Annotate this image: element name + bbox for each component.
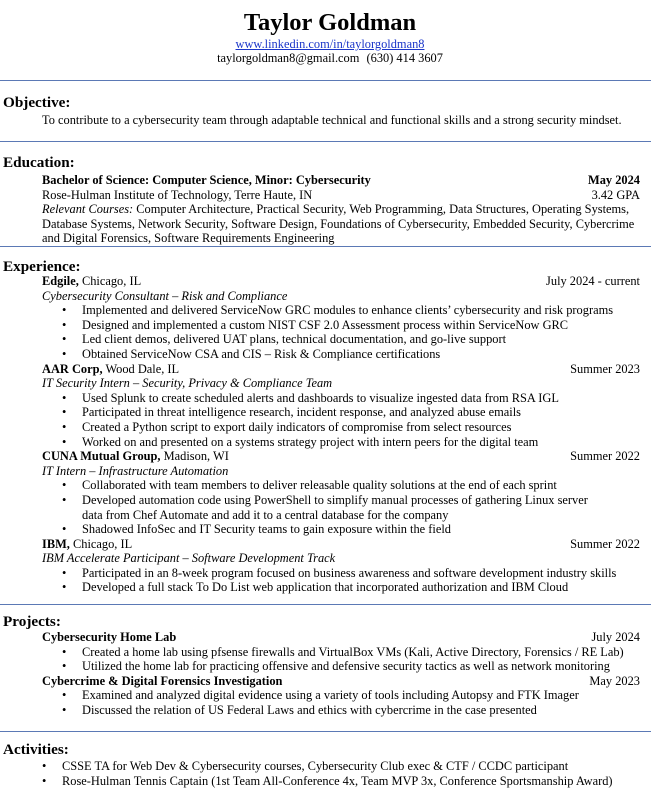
activity-bullet: • CSSE TA for Web Dev & Cybersecurity courses, Cybersecurity Club exec & CTF / CCDC participant	[22, 759, 652, 774]
job-entry	[42, 537, 640, 595]
linkedin-link[interactable]: www.linkedin.com/in/taylorgoldman8	[235, 37, 425, 51]
courses-label: Relevant Courses:	[42, 202, 134, 217]
job-date: Summer 2022	[570, 536, 640, 551]
project-bullets	[42, 645, 640, 674]
job-bullet: • Collaborated with team members to deliver releasable quality solutions at the end of each sprint	[42, 478, 640, 493]
section-divider	[0, 604, 651, 605]
job-bullets	[42, 478, 640, 536]
job-bullet: • Developed a full stack To Do List web application that incorporated authorization and IBM Cloud	[42, 580, 640, 595]
project-name: Cybercrime & Digital Forensics Investigation	[42, 673, 283, 688]
project-entry	[42, 630, 640, 674]
job-role: Cybersecurity Consultant – Risk and Compliance	[42, 288, 288, 303]
job-bullet: • Worked on and presented on a systems strategy project with intern peers for the digital team	[42, 435, 640, 450]
job-bullet: • Used Splunk to create scheduled alerts and dashboards to visualize ingested data from RSA IGL	[42, 391, 640, 406]
project-bullet: • Examined and analyzed digital evidence using a variety of tools including Autopsy and FTK Imager	[42, 688, 640, 703]
job-entry	[42, 274, 640, 362]
project-date: July 2024	[591, 630, 640, 644]
job-bullet: • Participated in threat intelligence research, incident response, and analyzed abuse emails	[42, 405, 640, 420]
experience-heading: Experience:	[3, 258, 81, 275]
job-date: July 2024 - current	[546, 274, 640, 288]
project-name: Cybersecurity Home Lab	[42, 630, 177, 644]
activities-block	[22, 759, 652, 788]
company-name: IBM,	[42, 536, 70, 551]
job-bullets	[42, 566, 640, 595]
section-divider	[0, 246, 651, 247]
company-location: Madison, WI	[163, 449, 229, 464]
courses-list: Computer Architecture, Practical Security, Web Programming, Data Structures, Operating Systems, Database Systems, Network Security, Software Design, Foundations of Cybersecurity, Embedded Security, Cybercrime and Digital Forensics, Software Requirements Engineering	[42, 202, 635, 246]
graduation-date: May 2024	[588, 173, 640, 187]
company-name: CUNA Mutual Group,	[42, 449, 161, 464]
objective-heading: Objective:	[3, 94, 71, 111]
projects-heading: Projects:	[3, 613, 61, 630]
section-divider	[0, 80, 651, 81]
job-bullet: • Created a Python script to export daily indicators of compromise from select resources	[42, 420, 640, 435]
job-bullets	[42, 303, 640, 361]
courses-text	[42, 202, 640, 246]
objective-text: To contribute to a cybersecurity team through adaptable technical and functional skills and a strong security mindset.	[42, 113, 622, 127]
school-text: Rose-Hulman Institute of Technology, Terre Haute, IN	[42, 187, 313, 202]
job-date: Summer 2022	[570, 449, 640, 464]
company-location: Chicago, IL	[73, 536, 133, 551]
education-heading: Education:	[3, 154, 75, 171]
contact-line	[0, 51, 660, 66]
project-bullet: • Utilized the home lab for practicing offensive and defensive security tactics as well as network monitoring	[42, 659, 640, 674]
job-bullet: • Led client demos, delivered UAT plans, technical documentation, and go-live support	[42, 332, 640, 347]
activity-bullets	[22, 759, 652, 788]
job-entry	[42, 449, 640, 537]
job-bullet: • Implemented and delivered ServiceNow GRC modules to enhance clients’ cybersecurity and risk programs	[42, 303, 640, 318]
job-role: IT Security Intern – Security, Privacy & Compliance Team	[42, 376, 333, 391]
job-bullet: • Developed automation code using PowerShell to simplify manual processes of gathering Linux server data from Chef Automate and add it to a central database for the company	[42, 493, 640, 522]
project-date: May 2023	[589, 673, 640, 688]
email-text: taylorgoldman8@gmail.com	[217, 51, 360, 65]
phone-text: (630) 414 3607	[366, 51, 443, 65]
degree-text: Bachelor of Science: Computer Science, Minor: Cybersecurity	[42, 173, 371, 187]
company-name: Edgile,	[42, 274, 79, 288]
job-bullet: • Obtained ServiceNow CSA and CIS – Risk & Compliance certifications	[42, 347, 640, 362]
project-bullets	[42, 688, 640, 717]
job-bullet: • Participated in an 8-week program focused on business awareness and software development industry skills	[42, 566, 640, 581]
job-bullet: • Shadowed InfoSec and IT Security teams to gain exposure within the field	[42, 522, 640, 537]
job-date: Summer 2023	[570, 361, 640, 376]
activity-bullet: • Rose-Hulman Tennis Captain (1st Team All-Conference 4x, Team MVP 3x, Conference Sportsmanship Award)	[22, 774, 652, 789]
job-role: IT Intern – Infrastructure Automation	[42, 463, 229, 478]
section-divider	[0, 141, 651, 142]
education-block	[42, 173, 640, 246]
section-divider	[0, 731, 651, 732]
project-entry	[42, 674, 640, 718]
gpa-text: 3.42 GPA	[591, 187, 640, 202]
job-bullet: • Designed and implemented a custom NIST CSF 2.0 Assessment process within ServiceNow GRC	[42, 318, 640, 333]
job-role: IBM Accelerate Participant – Software Development Track	[42, 551, 336, 566]
projects-block	[42, 630, 640, 718]
company-location: Wood Dale, IL	[105, 361, 180, 376]
resume-name: Taylor Goldman	[243, 9, 417, 36]
company-name: AAR Corp,	[42, 361, 103, 376]
job-bullets	[42, 391, 640, 449]
experience-block	[42, 274, 640, 595]
project-bullet: • Created a home lab using pfsense firewalls and VirtualBox VMs (Kali, Active Directory, Forensics / RE Lab)	[42, 645, 640, 660]
job-entry	[42, 362, 640, 450]
project-bullet: • Discussed the relation of US Federal Laws and ethics with cybercrime in the case presented	[42, 703, 640, 718]
activities-heading: Activities:	[3, 741, 69, 758]
company-location: Chicago, IL	[81, 274, 142, 288]
